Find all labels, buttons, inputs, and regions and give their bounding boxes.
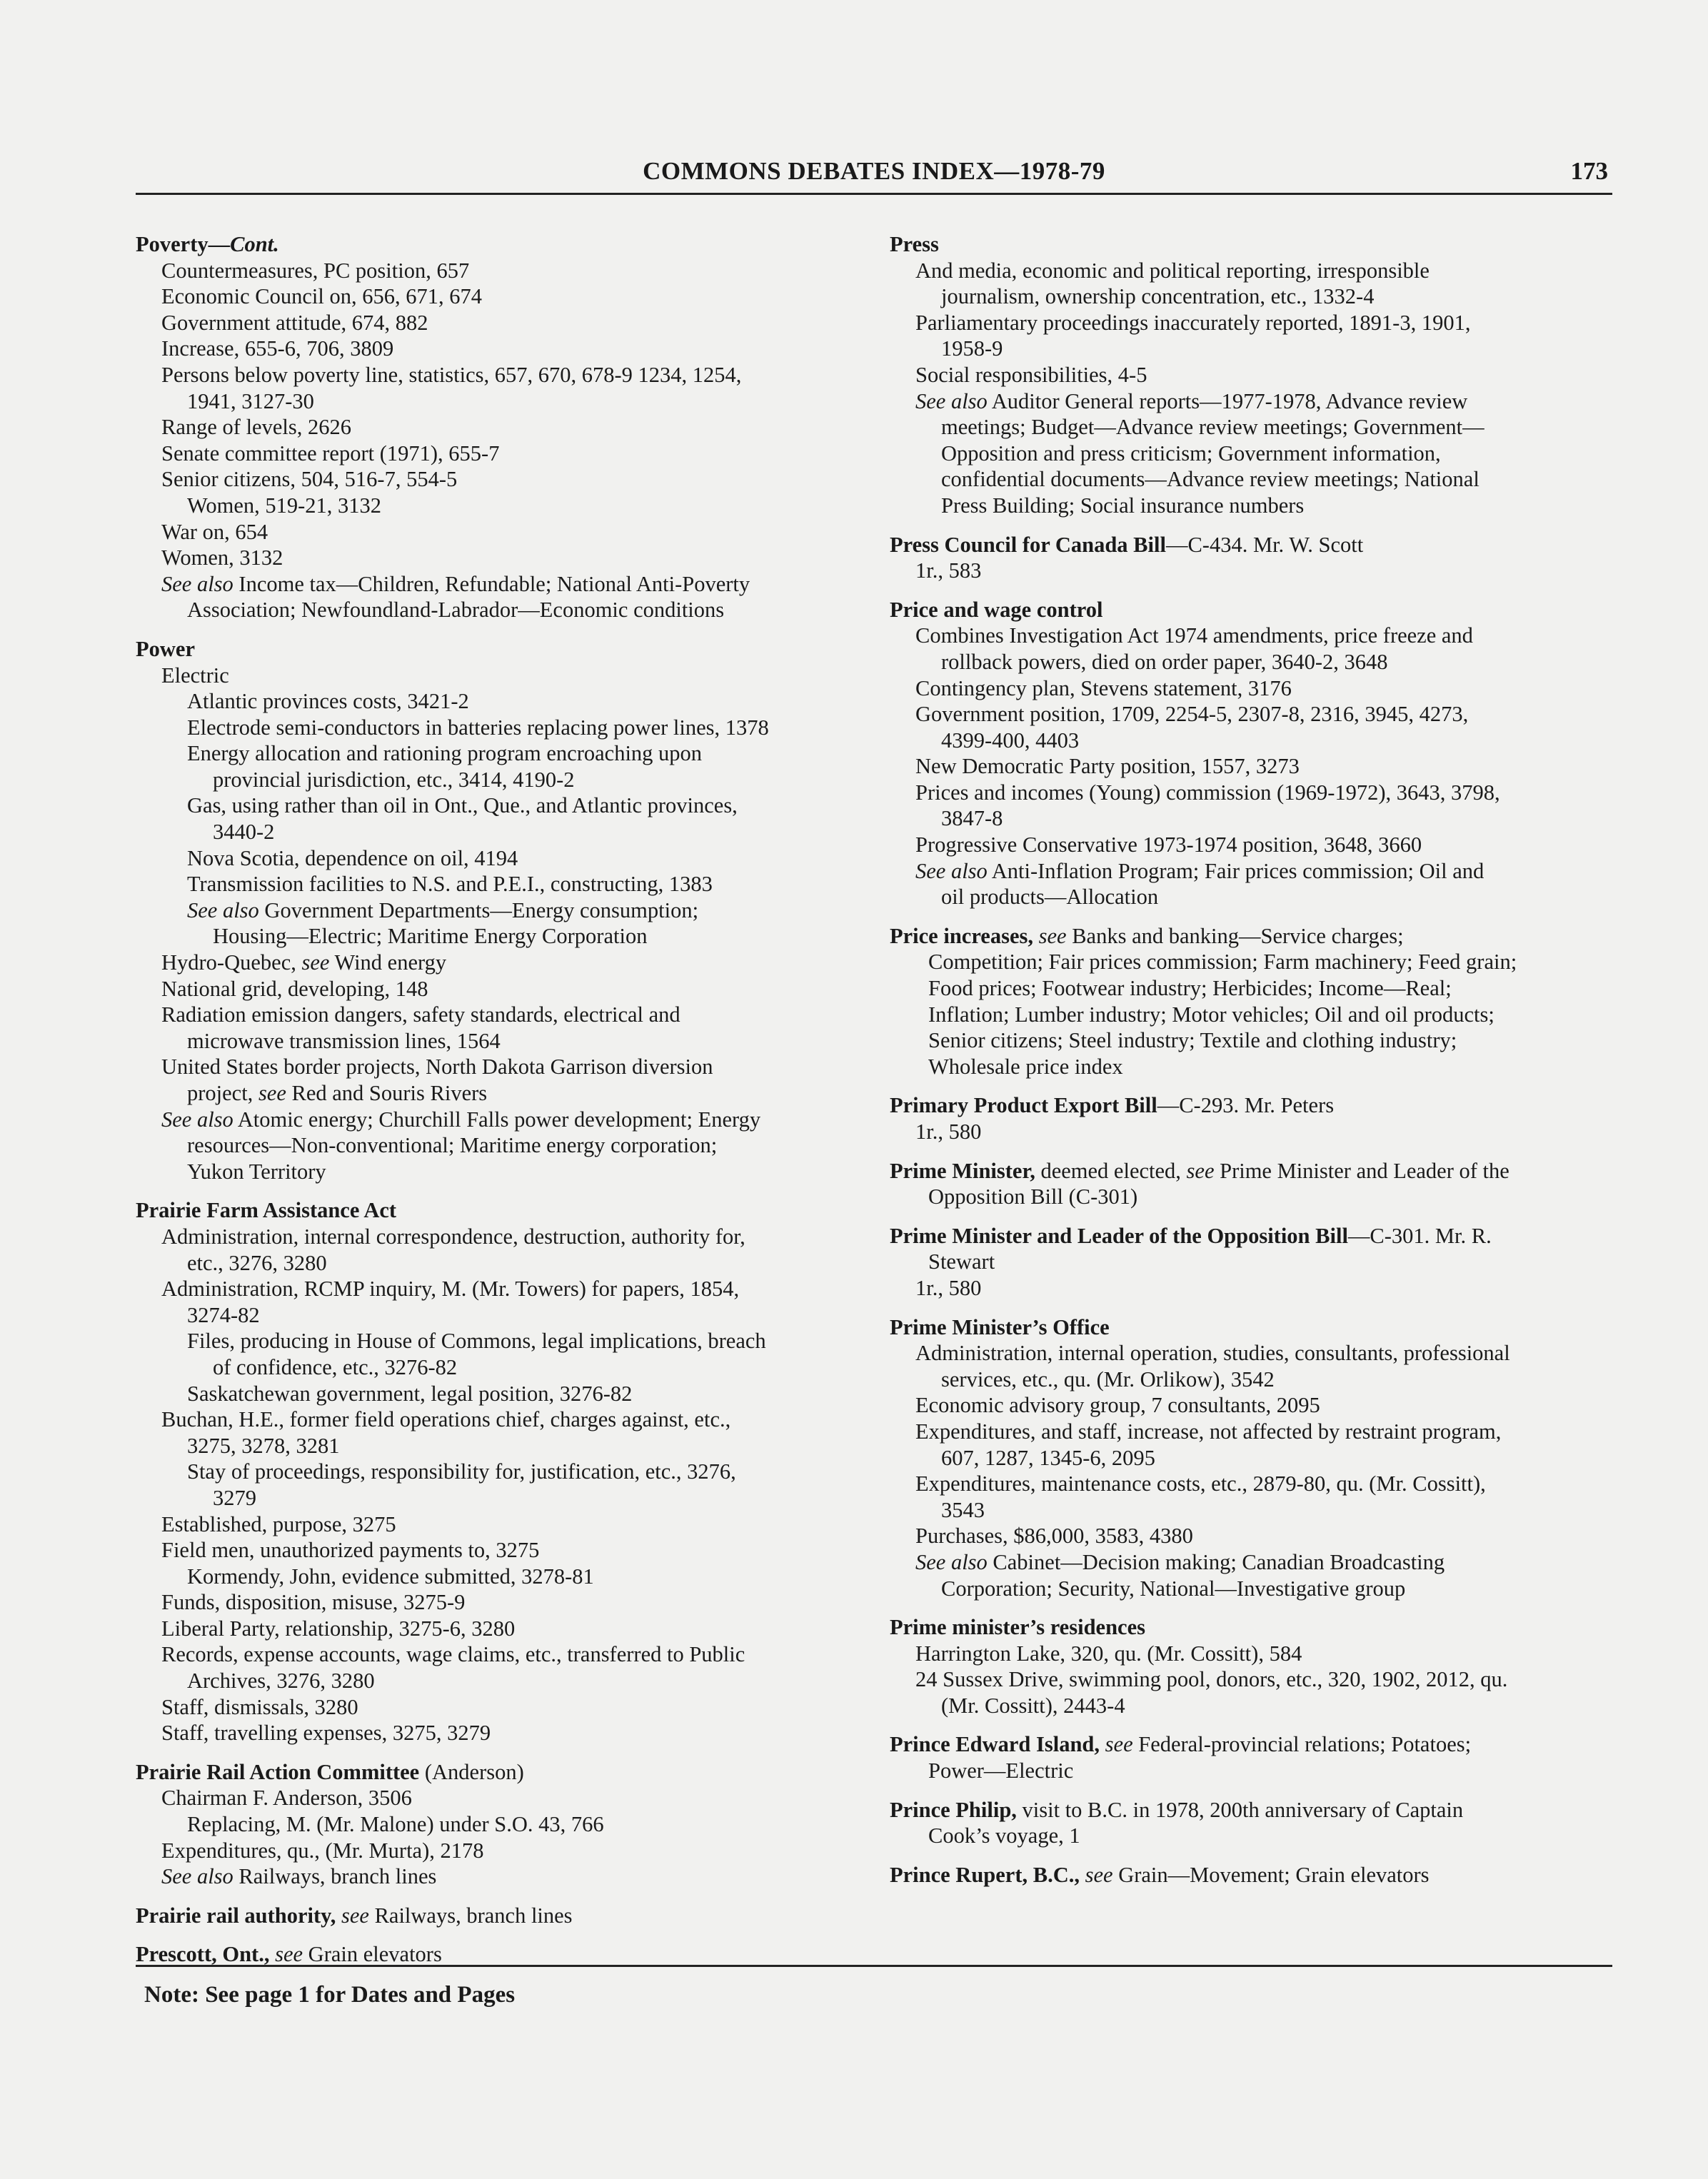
index-text-run: Progressive Conservative 1973-1974 position, 3648, 3660 <box>915 832 1422 857</box>
index-text-run: 607, 1287, 1345-6, 2095 <box>941 1445 1155 1470</box>
index-text-run: Grain—Movement; Grain elevators <box>1112 1862 1430 1887</box>
index-subentry-line <box>136 1054 871 1080</box>
index-text-run: Auditor General reports—1977-1978, Advance review <box>987 388 1468 413</box>
index-text-run: Anti-Inflation Program; Fair prices commission; Oil and <box>987 858 1485 883</box>
index-subentry-line <box>136 1028 871 1055</box>
index-text-run: Cook’s voyage, 1 <box>928 1823 1080 1848</box>
footer-rule <box>136 1965 1612 1967</box>
index-subentry-line <box>890 1497 1618 1524</box>
index-text-run: Transmission facilities to N.S. and P.E.I., constructing, 1383 <box>187 872 713 897</box>
index-text-run: War on, 654 <box>161 519 268 544</box>
index-subentry-line <box>136 1328 871 1354</box>
index-entry <box>890 1314 1618 1602</box>
index-text-run: See also <box>187 897 259 922</box>
index-heading-line <box>890 231 1618 258</box>
index-text-run: Senior citizens; Steel industry; Textile and clothing industry; <box>928 1028 1457 1053</box>
index-text-run: 1r., 580 <box>915 1119 982 1144</box>
index-subentry-line <box>136 1720 871 1746</box>
index-text-run: resources—Non-conventional; Maritime energy corporation; <box>187 1133 718 1158</box>
index-subentry-line <box>890 362 1618 388</box>
index-subentry-line <box>890 414 1618 441</box>
index-text-run: see <box>1105 1732 1133 1757</box>
index-text-run: of confidence, etc., 3276-82 <box>213 1354 458 1379</box>
index-text-run: meetings; Budget—Advance review meetings; Government— <box>941 415 1485 440</box>
index-text-run: Corporation; Security, National—Investigative group <box>941 1576 1406 1601</box>
index-entry <box>890 1223 1618 1302</box>
index-subentry-line <box>136 1485 871 1511</box>
index-text-run: Food prices; Footwear industry; Herbicides; Income—Real; <box>928 976 1452 1001</box>
index-text-run: Federal-provincial relations; Potatoes; <box>1132 1732 1472 1757</box>
index-text-run: 3275, 3278, 3281 <box>187 1433 340 1458</box>
index-heading-line <box>890 1731 1618 1758</box>
index-text-run: see <box>1038 923 1067 948</box>
index-text-run: confidential documents—Advance review meetings; National <box>941 467 1480 492</box>
running-title: COMMONS DEBATES INDEX—1978-79 <box>643 157 1105 185</box>
index-subentry-line <box>890 1823 1618 1849</box>
index-text-run: Parliamentary proceedings inaccurately reported, 1891-3, 1901, <box>915 310 1471 335</box>
index-text-run: Staff, travelling expenses, 3275, 3279 <box>161 1721 491 1746</box>
index-subentry-line <box>890 258 1618 284</box>
index-text-run: Replacing, M. (Mr. Malone) under S.O. 43, 766 <box>187 1812 604 1837</box>
index-subentry-line <box>136 1564 871 1590</box>
index-text-run: Prince Rupert, B.C., <box>890 1862 1085 1887</box>
index-text-run: Administration, RCMP inquiry, M. (Mr. Towers) for papers, 1854, <box>161 1277 740 1302</box>
index-text-run: Railways, branch lines <box>233 1864 437 1889</box>
index-text-run: Saskatchewan government, legal position, 3276-82 <box>187 1381 633 1406</box>
index-subentry-line <box>890 884 1618 910</box>
index-text-run: Prices and incomes (Young) commission (1969-1972), 3643, 3798, <box>915 780 1500 805</box>
index-text-run: (Mr. Cossitt), 2443-4 <box>941 1693 1125 1718</box>
index-entry <box>890 1158 1618 1210</box>
index-text-run: Red and Souris Rivers <box>286 1081 488 1105</box>
index-text-run: Press Council for Canada Bill <box>890 532 1166 557</box>
index-heading-line <box>890 1092 1618 1119</box>
index-subentry-line <box>890 1367 1618 1393</box>
index-text-run: Archives, 3276, 3280 <box>187 1669 375 1694</box>
index-subentry-line <box>890 1576 1618 1602</box>
index-subentry-line <box>890 623 1618 649</box>
index-subentry-line <box>890 780 1618 806</box>
index-subentry-line <box>890 975 1618 1002</box>
index-heading-line <box>136 231 871 258</box>
index-subentry-line <box>890 493 1618 519</box>
index-subentry-line <box>890 1184 1618 1210</box>
index-entry <box>890 1797 1618 1849</box>
index-text-run: Prime Minister, <box>890 1158 1035 1183</box>
index-text-run: Press Building; Social insurance numbers <box>941 493 1305 518</box>
index-text-run: 3847-8 <box>941 806 1003 831</box>
index-text-run: Harrington Lake, 320, qu. (Mr. Cossitt), 584 <box>915 1641 1302 1666</box>
index-subentry-line <box>136 740 871 767</box>
index-text-run: Electric <box>161 663 229 688</box>
index-subentry-line <box>136 1785 871 1811</box>
index-subentry-line <box>890 388 1618 415</box>
index-subentry-line <box>890 1758 1618 1784</box>
index-text-run: Economic advisory group, 7 consultants, 2095 <box>915 1393 1320 1418</box>
index-subentry-line <box>890 441 1618 467</box>
index-subentry-line <box>136 388 871 415</box>
index-text-run: See also <box>915 1549 988 1574</box>
index-text-run: Staff, dismissals, 3280 <box>161 1694 358 1719</box>
index-text-run: Senate committee report (1971), 655-7 <box>161 441 500 466</box>
index-subentry-line <box>136 1838 871 1864</box>
index-subentry-line <box>136 283 871 310</box>
index-subentry-line <box>890 283 1618 310</box>
index-text-run: Buchan, H.E., former field operations chief, charges against, etc., <box>161 1407 731 1432</box>
index-text-run: Press <box>890 232 939 256</box>
index-heading-line <box>890 1797 1618 1823</box>
index-text-run: Social responsibilities, 4-5 <box>915 362 1147 387</box>
index-text-run: —C-434. Mr. W. Scott <box>1165 532 1364 557</box>
index-text-run: Women, 519-21, 3132 <box>187 493 382 518</box>
index-heading-line <box>890 1862 1618 1888</box>
index-text-run: see <box>275 1942 303 1967</box>
index-text-run: Prairie Rail Action Committee <box>136 1759 420 1784</box>
index-text-run: see <box>341 1903 369 1928</box>
index-subentry-line <box>136 441 871 467</box>
index-entry <box>890 923 1618 1080</box>
index-subentry-line <box>136 258 871 284</box>
index-text-run: Kormendy, John, evidence submitted, 3278-81 <box>187 1564 594 1589</box>
index-entry <box>136 1903 871 1929</box>
index-text-run: 1958-9 <box>941 336 1003 361</box>
index-subentry-line <box>136 597 871 623</box>
index-text-run: Persons below poverty line, statistics, 657, 670, 678-9 1234, 1254, <box>161 362 742 387</box>
index-heading-line <box>890 1614 1618 1641</box>
page-header <box>136 157 1612 195</box>
index-subentry-line <box>136 1459 871 1485</box>
index-subentry-line <box>136 1641 871 1668</box>
index-text-run: Price and wage control <box>890 597 1103 622</box>
index-subentry-line <box>890 558 1618 584</box>
index-subentry-line <box>136 362 871 388</box>
index-text-run: rollback powers, died on order paper, 3640-2, 3648 <box>941 649 1388 674</box>
index-subentry-line <box>136 845 871 872</box>
index-text-run: Prescott, Ont., <box>136 1942 276 1967</box>
index-subentry-line <box>136 1354 871 1381</box>
index-text-run: Prince Philip, <box>890 1797 1017 1822</box>
index-entry <box>890 1092 1618 1144</box>
index-heading-line <box>890 597 1618 623</box>
index-subentry-line <box>890 1002 1618 1028</box>
index-text-run: deemed elected, <box>1035 1158 1187 1183</box>
index-subentry-line <box>136 897 871 924</box>
index-text-run: Power <box>136 636 195 661</box>
index-text-run: journalism, ownership concentration, etc., 1332-4 <box>941 284 1375 309</box>
index-heading-line <box>890 532 1618 558</box>
index-text-run: Purchases, $86,000, 3583, 4380 <box>915 1524 1193 1549</box>
index-text-run: Government position, 1709, 2254-5, 2307-8, 2316, 3945, 4273, <box>915 702 1469 727</box>
index-entry <box>136 231 871 623</box>
index-column-left <box>136 231 871 1981</box>
footer-note: Note: See page 1 for Dates and Pages <box>144 1982 516 2008</box>
index-subentry-line <box>890 701 1618 728</box>
index-text-run: Expenditures, maintenance costs, etc., 2879-80, qu. (Mr. Cossitt), <box>915 1471 1486 1496</box>
index-subentry-line <box>890 1027 1618 1054</box>
index-subentry-line <box>136 1224 871 1250</box>
index-text-run: United States border projects, North Dakota Garrison diversion <box>161 1055 713 1080</box>
index-text-run: Energy allocation and rationing program encroaching upon <box>187 741 703 766</box>
index-text-run: microwave transmission lines, 1564 <box>187 1028 501 1053</box>
index-text-run: services, etc., qu. (Mr. Orlikow), 3542 <box>941 1367 1275 1392</box>
index-subentry-line <box>136 1406 871 1433</box>
index-text-run: Liberal Party, relationship, 3275-6, 3280 <box>161 1616 516 1641</box>
index-text-run: Expenditures, and staff, increase, not affected by restraint program, <box>915 1419 1502 1444</box>
index-subentry-line <box>136 1863 871 1890</box>
index-text-run: And media, economic and political reporting, irresponsible <box>915 258 1430 283</box>
index-text-run: —C-293. Mr. Peters <box>1157 1093 1335 1118</box>
index-text-run: Stay of proceedings, responsibility for, justification, etc., 3276, <box>187 1459 736 1484</box>
index-text-run: Administration, internal correspondence, destruction, authority for, <box>161 1224 745 1249</box>
index-text-run: Wholesale price index <box>928 1054 1123 1079</box>
index-text-run: etc., 3276, 3280 <box>187 1250 327 1275</box>
index-text-run: Economic Council on, 656, 671, 674 <box>161 284 482 309</box>
index-subentry-line <box>890 1392 1618 1419</box>
index-text-run: See also <box>161 571 233 596</box>
index-entry <box>890 597 1618 910</box>
index-text-run: New Democratic Party position, 1557, 3273 <box>915 754 1300 779</box>
index-text-run: Cont. <box>230 232 279 256</box>
index-subentry-line <box>136 1537 871 1564</box>
index-text-run: Administration, internal operation, studies, consultants, professional <box>915 1341 1510 1366</box>
index-text-run: Countermeasures, PC position, 657 <box>161 258 470 283</box>
index-text-run: Price increases, <box>890 923 1039 948</box>
index-entry <box>136 1759 871 1890</box>
index-subentry-line <box>136 1002 871 1028</box>
index-subentry-line <box>890 1419 1618 1445</box>
index-subentry-line <box>136 545 871 571</box>
index-entry <box>136 1941 871 1968</box>
index-subentry-line <box>136 1132 871 1159</box>
index-text-run: Income tax—Children, Refundable; National Anti-Poverty <box>233 571 750 596</box>
index-text-run: Railways, branch lines <box>368 1903 573 1928</box>
index-text-run: Yukon Territory <box>187 1159 326 1184</box>
index-text-run: Women, 3132 <box>161 545 283 570</box>
index-subentry-line <box>890 949 1618 975</box>
index-text-run: Prime Minister’s Office <box>890 1314 1110 1339</box>
index-entry <box>890 532 1618 584</box>
index-subentry-line <box>890 858 1618 885</box>
index-text-run: Increase, 655-6, 706, 3809 <box>161 336 394 361</box>
index-entry <box>890 231 1618 519</box>
index-text-run: —C-301. Mr. R. <box>1347 1223 1492 1248</box>
index-subentry-line <box>136 1616 871 1642</box>
index-text-run: Combines Investigation Act 1974 amendments, price freeze and <box>915 623 1473 648</box>
index-text-run: see <box>301 950 330 975</box>
index-subentry-line <box>890 832 1618 858</box>
index-subentry-line <box>890 1054 1618 1080</box>
index-text-run: 3274-82 <box>187 1302 260 1327</box>
index-text-run: Prince Edward Island, <box>890 1732 1105 1757</box>
index-subentry-line <box>136 1302 871 1329</box>
index-subentry-line <box>136 976 871 1002</box>
index-heading-line <box>890 1314 1618 1341</box>
index-subentry-line <box>136 1694 871 1721</box>
index-subentry-line <box>890 1693 1618 1719</box>
index-heading-line <box>890 923 1618 950</box>
index-subentry-line <box>136 493 871 519</box>
index-text-run: see <box>1085 1862 1113 1887</box>
index-text-run: See also <box>161 1864 233 1889</box>
index-text-run: Files, producing in House of Commons, legal implications, breach <box>187 1329 766 1354</box>
index-text-run: Prime minister’s residences <box>890 1615 1145 1640</box>
index-text-run: Electrode semi-conductors in batteries replacing power lines, 1378 <box>187 715 769 740</box>
index-text-run: Atomic energy; Churchill Falls power development; Energy <box>233 1107 761 1132</box>
index-subentry-line <box>890 1445 1618 1471</box>
index-text-run: visit to B.C. in 1978, 200th anniversary of Captain <box>1016 1797 1464 1822</box>
index-text-run: Power—Electric <box>928 1758 1074 1783</box>
index-text-run: Senior citizens, 504, 516-7, 554-5 <box>161 467 458 492</box>
index-subentry-line <box>890 1666 1618 1693</box>
index-text-run: Primary Product Export Bill <box>890 1093 1157 1118</box>
index-text-run: Government Departments—Energy consumption; <box>258 897 699 922</box>
index-text-run: 3279 <box>213 1485 256 1510</box>
index-entry <box>890 1614 1618 1718</box>
index-subentry-line <box>136 1811 871 1838</box>
index-subentry-line <box>890 1523 1618 1549</box>
index-text-run: Government attitude, 674, 882 <box>161 310 428 335</box>
index-text-run: Expenditures, qu., (Mr. Murta), 2178 <box>161 1838 484 1863</box>
index-text-run: Prairie Farm Assistance Act <box>136 1198 397 1223</box>
index-text-run: see <box>258 1081 286 1105</box>
index-subentry-line <box>136 819 871 845</box>
index-text-run: See also <box>915 858 988 883</box>
index-subentry-line <box>136 1159 871 1185</box>
index-text-run: Association; Newfoundland-Labrador—Economic conditions <box>187 598 725 623</box>
index-text-run: 1r., 580 <box>915 1275 982 1300</box>
index-subentry-line <box>890 1249 1618 1275</box>
index-text-run: See also <box>161 1107 233 1132</box>
index-text-run: Inflation; Lumber industry; Motor vehicles; Oil and oil products; <box>928 1002 1494 1027</box>
index-text-run: Opposition and press criticism; Government information, <box>941 441 1441 466</box>
index-subentry-line <box>890 1471 1618 1497</box>
index-heading-line <box>890 1223 1618 1249</box>
index-subentry-line <box>136 519 871 545</box>
index-heading-line <box>136 1941 871 1968</box>
index-text-run: see <box>1186 1158 1215 1183</box>
index-text-run: (Anderson) <box>419 1759 524 1784</box>
index-subentry-line <box>890 1641 1618 1667</box>
index-text-run: Funds, disposition, misuse, 3275-9 <box>161 1590 466 1615</box>
index-text-run: Wind energy <box>329 950 447 975</box>
index-text-run: 1r., 583 <box>915 558 982 583</box>
index-subentry-line <box>136 1080 871 1107</box>
index-subentry-line <box>136 688 871 715</box>
index-subentry-line <box>136 1433 871 1459</box>
index-subentry-line <box>890 310 1618 336</box>
index-text-run: Field men, unauthorized payments to, 3275 <box>161 1538 540 1563</box>
index-text-run: 3543 <box>941 1497 985 1522</box>
index-text-run: Grain elevators <box>303 1942 442 1967</box>
index-text-run: Nova Scotia, dependence on oil, 4194 <box>187 845 518 870</box>
index-subentry-line <box>136 1668 871 1694</box>
index-subentry-line <box>136 923 871 950</box>
index-subentry-line <box>890 753 1618 780</box>
index-subentry-line <box>136 1107 871 1133</box>
index-subentry-line <box>136 571 871 598</box>
index-text-run: Housing—Electric; Maritime Energy Corporation <box>213 924 648 949</box>
index-text-run: provincial jurisdiction, etc., 3414, 4190-2 <box>213 767 575 792</box>
index-text-run: 1941, 3127-30 <box>187 388 314 413</box>
index-text-run: Radiation emission dangers, safety standards, electrical and <box>161 1002 680 1027</box>
index-subentry-line <box>136 414 871 441</box>
index-heading-line <box>136 636 871 663</box>
index-text-run: project, <box>187 1081 258 1105</box>
index-text-run: oil products—Allocation <box>941 885 1159 910</box>
index-subentry-line <box>890 466 1618 493</box>
index-subentry-line <box>136 1381 871 1407</box>
index-heading-line <box>136 1197 871 1224</box>
index-text-run: See also <box>915 388 988 413</box>
index-text-run: Atlantic provinces costs, 3421-2 <box>187 689 469 714</box>
index-text-run: Banks and banking—Service charges; <box>1066 923 1404 948</box>
index-heading-line <box>136 1903 871 1929</box>
index-text-run: 3440-2 <box>213 820 275 845</box>
index-text-run: Prairie rail authority, <box>136 1903 341 1928</box>
index-text-run: 24 Sussex Drive, swimming pool, donors, etc., 320, 1902, 2012, qu. <box>915 1667 1508 1692</box>
index-subentry-line <box>890 1340 1618 1367</box>
index-text-run: Chairman F. Anderson, 3506 <box>161 1786 412 1811</box>
index-column-right <box>890 231 1618 1901</box>
index-text-run: Records, expense accounts, wage claims, etc., transferred to Public <box>161 1642 745 1667</box>
index-subentry-line <box>136 1276 871 1302</box>
index-subentry-line <box>890 675 1618 702</box>
index-subentry-line <box>890 336 1618 362</box>
index-text-run: Gas, using rather than oil in Ont., Que., and Atlantic provinces, <box>187 793 738 818</box>
index-text-run: Hydro-Quebec, <box>161 950 302 975</box>
index-entry <box>136 1197 871 1746</box>
index-heading-line <box>136 1759 871 1786</box>
index-subentry-line <box>890 728 1618 754</box>
index-text-run: Prime Minister and Leader of the <box>1214 1158 1509 1183</box>
index-subentry-line <box>136 466 871 493</box>
index-subentry-line <box>136 310 871 336</box>
index-subentry-line <box>136 663 871 689</box>
index-subentry-line <box>136 1589 871 1616</box>
index-subentry-line <box>890 805 1618 832</box>
index-text-run: Stewart <box>928 1249 995 1274</box>
index-entry <box>890 1731 1618 1783</box>
index-text-run: Contingency plan, Stevens statement, 3176 <box>915 675 1292 700</box>
index-subentry-line <box>136 950 871 976</box>
index-subentry-line <box>890 1549 1618 1576</box>
index-subentry-line <box>890 1275 1618 1302</box>
index-text-run: Prime Minister and Leader of the Opposition Bill <box>890 1223 1348 1248</box>
index-entry <box>136 636 871 1184</box>
index-text-run: Range of levels, 2626 <box>161 415 351 440</box>
index-subentry-line <box>890 649 1618 675</box>
index-subentry-line <box>136 1511 871 1538</box>
index-text-run: Established, purpose, 3275 <box>161 1511 396 1536</box>
index-heading-line <box>890 1158 1618 1184</box>
index-subentry-line <box>136 767 871 793</box>
index-subentry-line <box>136 715 871 741</box>
index-entry <box>890 1862 1618 1888</box>
index-subentry-line <box>136 871 871 897</box>
index-text-run: Opposition Bill (C-301) <box>928 1184 1138 1209</box>
index-subentry-line <box>890 1119 1618 1145</box>
page-number: 173 <box>1570 157 1608 185</box>
index-subentry-line <box>136 1250 871 1277</box>
index-text-run: Competition; Fair prices commission; Farm machinery; Feed grain; <box>928 950 1517 975</box>
index-text-run: Poverty— <box>136 232 231 256</box>
index-text-run: 4399-400, 4403 <box>941 728 1080 753</box>
index-text-run: Cabinet—Decision making; Canadian Broadcasting <box>987 1549 1445 1574</box>
index-text-run: National grid, developing, 148 <box>161 976 428 1001</box>
index-subentry-line <box>136 336 871 362</box>
index-subentry-line <box>136 792 871 819</box>
